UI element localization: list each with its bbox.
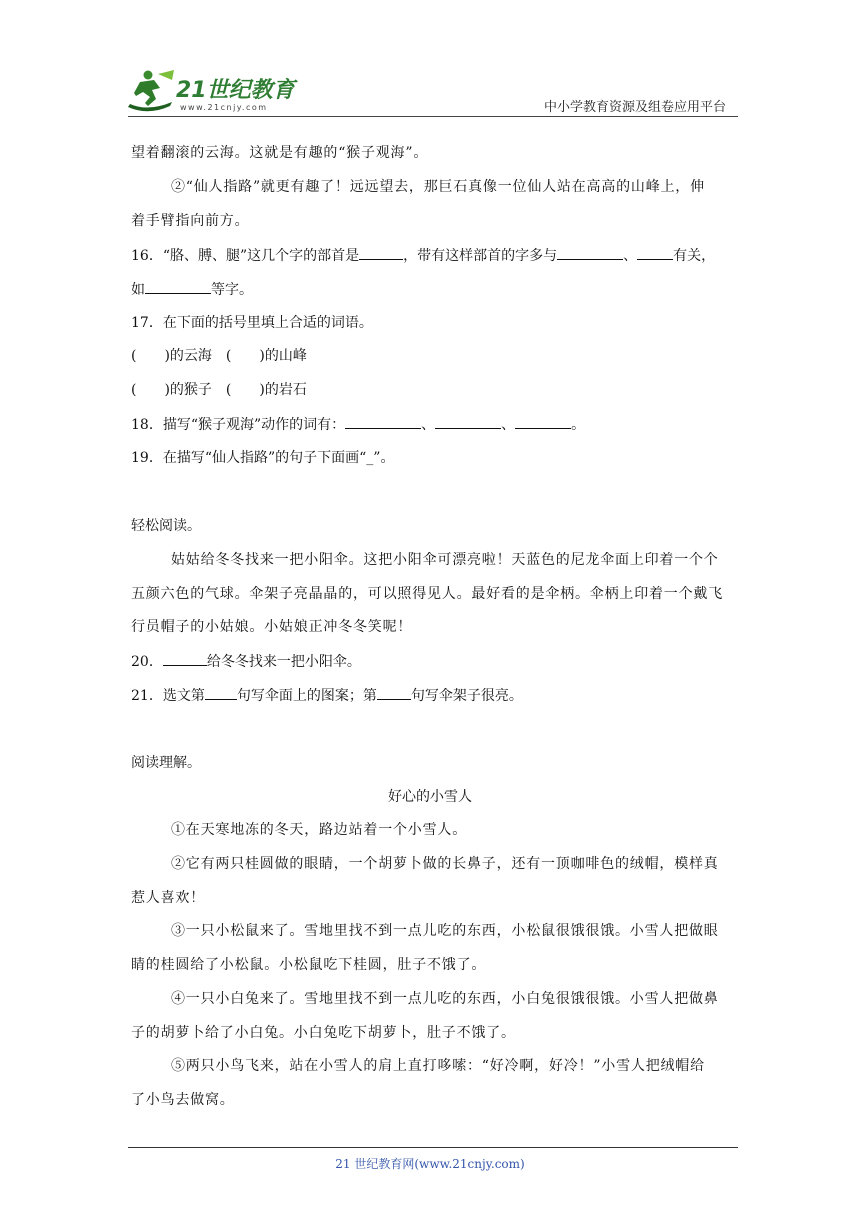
answer-blank[interactable]	[377, 685, 411, 700]
passage-line: ②它有两只桂圆做的眼睛，一个胡萝卜做的长鼻子，还有一顶咖啡色的绒帽，模样真	[171, 856, 719, 872]
passage-line: ③一只小松鼠来了。雪地里找不到一点儿吃的东西，小松鼠很饿很饿。小雪人把做眼	[171, 923, 719, 939]
passage-line: 子的胡萝卜给了小白兔。小白兔吃下胡萝卜，肚子不饿了。	[131, 1025, 516, 1041]
logo-text: 21世纪教育	[176, 78, 295, 103]
answer-blank[interactable]	[163, 651, 207, 666]
question-17: 17．在下面的括号里填上合适的词语。	[131, 315, 373, 331]
question-17-row: ( )的猴子 ( )的岩石	[131, 382, 307, 398]
logo	[128, 66, 298, 114]
passage-line: 五颜六色的气球。伞架子亮晶晶的，可以照得见人。最好看的是伞柄。伞柄上印着一个戴飞	[131, 586, 723, 602]
passage-line: 了小鸟去做窝。	[131, 1092, 235, 1108]
runner-icon	[128, 70, 174, 111]
passage-line: 姑姑给冬冬找来一把小阳伞。这把小阳伞可漂亮啦！天蓝色的尼龙伞面上印着一个个	[171, 552, 719, 568]
passage-line: 望着翻滚的云海。这就是有趣的“猴子观海”。	[131, 145, 429, 161]
question-21: 21．选文第 句写伞面上的图案；第 句写伞架子很亮。	[131, 685, 523, 706]
question-16: 16．“胳、膊、腿”这几个字的部首是 ，带有这样部首的字多与 、 有关，	[131, 245, 715, 266]
question-16-cont: 如 等字。	[131, 279, 253, 300]
answer-blank[interactable]	[435, 414, 501, 429]
platform-label: 中小学教育资源及组卷应用平台	[543, 100, 726, 115]
footer-link[interactable]: 21 世纪教育网(www.21cnjy.com)	[335, 1157, 525, 1171]
page-header	[128, 66, 738, 120]
answer-blank[interactable]	[515, 414, 571, 429]
answer-blank[interactable]	[205, 685, 237, 700]
passage-line: 惹人喜欢！	[131, 890, 205, 906]
passage-line: ①在天寒地冻的冬天，路边站着一个小雪人。	[171, 822, 467, 838]
answer-blank[interactable]	[345, 414, 421, 429]
footer-divider	[128, 1147, 738, 1148]
section-heading: 阅读理解。	[131, 755, 201, 771]
passage-line: 睛的桂圆给了小松鼠。小松鼠吃下桂圆，肚子不饿了。	[131, 957, 487, 973]
header-divider	[128, 116, 738, 117]
section-heading: 轻松阅读。	[131, 518, 201, 534]
question-19: 19．在描写“仙人指路”的句子下面画“_”。	[131, 450, 395, 466]
passage-line: ⑤两只小鸟飞来，站在小雪人的肩上直打哆嗦：“好冷啊，好冷！”小雪人把绒帽给	[171, 1058, 705, 1074]
passage-line: 着手臂指向前方。	[131, 213, 250, 229]
question-18: 18．描写“猴子观海”动作的词有： 、 、 。	[131, 414, 585, 435]
answer-blank[interactable]	[557, 245, 623, 260]
answer-blank[interactable]	[359, 245, 403, 260]
answer-blank[interactable]	[145, 279, 211, 294]
passage-line: ④一只小白兔来了。雪地里找不到一点儿吃的东西，小白兔很饿很饿。小雪人把做鼻	[171, 991, 719, 1007]
question-20: 20． 给冬冬找来一把小阳伞。	[131, 651, 361, 672]
question-17-row: ( )的云海 ( )的山峰	[131, 348, 307, 364]
passage-line: ②“仙人指路”就更有趣了！远远望去，那巨石真像一位仙人站在高高的山峰上，伸	[171, 179, 705, 195]
logo-url: www.21cnjy.com	[180, 103, 268, 112]
story-title: 好心的小雪人	[388, 789, 472, 805]
answer-blank[interactable]	[637, 245, 673, 260]
passage-line: 行员帽子的小姑娘。小姑娘正冲冬冬笑呢！	[131, 619, 413, 635]
